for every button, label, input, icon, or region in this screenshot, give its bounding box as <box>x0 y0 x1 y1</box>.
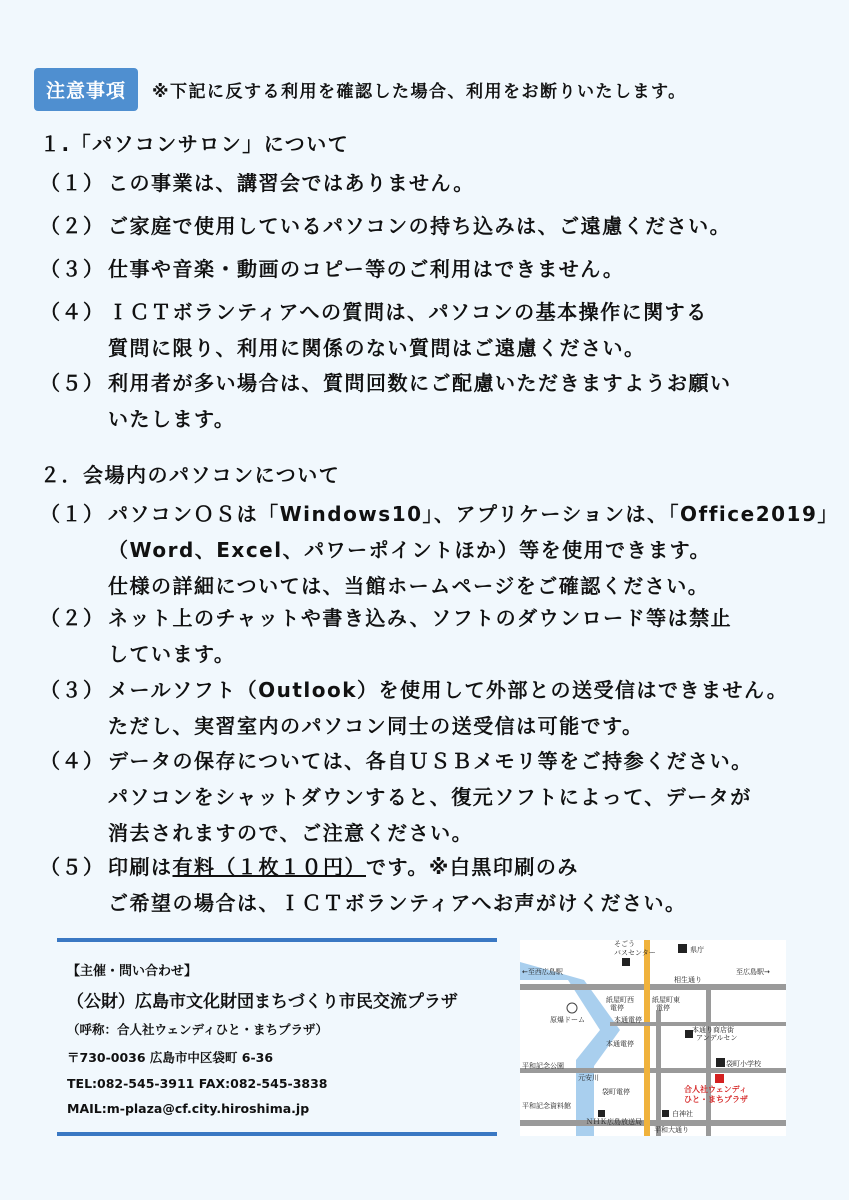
nhk-building <box>598 1110 605 1117</box>
map-label-bus-center: バスセンター <box>614 949 656 957</box>
contact-mail: MAIL:m-plaza@cf.city.hiroshima.jp <box>67 1101 310 1116</box>
s2-item-5: （５） 印刷は有料（１枚１０円）です。※白黒印刷のみ ご希望の場合は、ＩＣＴボランティアへお声がけください。 <box>40 855 687 915</box>
map-label-station-east: 電停 <box>656 1004 670 1012</box>
map-label-kamiyacho-east: 紙屋町東 <box>652 996 680 1004</box>
heiwa-odori-road <box>520 1120 786 1126</box>
s1-item-2: （２） ご家庭で使用しているパソコンの持ち込みは、ご遠慮ください。 <box>40 214 732 238</box>
map-label-motoyasu: 元安川 <box>578 1074 599 1082</box>
contact-box <box>57 938 497 1136</box>
access-map <box>520 940 786 1136</box>
s1-item-4: （４） ＩＣＴボランティアへの質問は、パソコンの基本操作に関する 質問に限り、利用に関係のない質問はご遠慮ください。 <box>40 300 708 360</box>
section1-title: １.「パソコンサロン」について <box>40 132 350 156</box>
rijo-street <box>656 1010 661 1136</box>
plaza-marker <box>715 1074 724 1083</box>
map-label-nhk: ＮＨＫ広島放送局 <box>586 1118 642 1126</box>
notice-note: ※下記に反する利用を確認した場合、利用をお断りいたします。 <box>152 82 687 102</box>
shirakami-building <box>662 1110 669 1117</box>
dome-marker <box>567 1003 577 1013</box>
contact-label: 【主催・問い合わせ】 <box>67 964 198 979</box>
map-label-to-nishi: ←至西広島駅 <box>522 968 563 976</box>
map-label-school: 袋町小学校 <box>726 1060 761 1068</box>
sogo-building <box>622 958 630 966</box>
school-building <box>716 1058 725 1067</box>
map-svg <box>520 940 786 1136</box>
s2-item-2: （２） ネット上のチャットや書き込み、ソフトのダウンロード等は禁止 しています。 <box>40 606 733 666</box>
map-label-andersen: アンデルセン <box>696 1034 738 1042</box>
map-label-sogo: そごう <box>614 940 635 948</box>
contact-address: 〒730-0036 広島市中区袋町 6-36 <box>67 1050 274 1065</box>
map-label-plaza1: 合人社ウェンディ <box>684 1085 748 1094</box>
map-label-peace-park: 平和記念公園 <box>522 1062 564 1070</box>
map-label-aioi: 相生通り <box>674 976 702 984</box>
price-note: 有料（１枚１０円） <box>172 855 366 879</box>
aioi-street <box>520 984 786 990</box>
tram-line <box>644 940 650 1136</box>
s1-item-3: （３） 仕事や音楽・動画のコピー等のご利用はできません。 <box>40 257 625 281</box>
side-street <box>706 990 711 1136</box>
map-label-shirakami: 白神社 <box>672 1110 693 1118</box>
contact-org: （公財）広島市文化財団まちづくり市民交流プラザ <box>67 992 458 1012</box>
s2-item-3: （３） メールソフト（Outlook）を使用して外部との送受信はできません。 ただし、実習室内のパソコン同士の送受信は可能です。 <box>40 678 789 738</box>
map-label-shotengai: 本通り商店街 <box>692 1026 734 1034</box>
notice-badge: 注意事項 <box>34 68 138 111</box>
map-label-museum: 平和記念資料館 <box>522 1102 571 1110</box>
contact-nickname: （呼称：合人社ウェンディひと・まちプラザ） <box>67 1022 329 1037</box>
map-label-fukuromachi-stop: 袋町電停 <box>602 1088 630 1096</box>
section2-title: ２．会場内のパソコンについて <box>40 463 341 487</box>
kencho-building <box>678 944 687 953</box>
map-label-dome: 原爆ドーム <box>550 1016 585 1024</box>
map-label-plaza2: ひと・まちプラザ <box>684 1095 748 1104</box>
notice-header <box>34 68 687 111</box>
s2-item-1: （１） パソコンＯＳは「Windows10」、アプリケーションは、「Office2019」 （Word、Excel、パワーポイントほか）等を使用できます。 仕様の詳細については、当館ホームページをご確認ください。 <box>40 502 839 598</box>
map-label-heiwa-odori: 平和大通り <box>654 1126 689 1134</box>
s1-item-1: （１） この事業は、講習会ではありません。 <box>40 171 475 195</box>
map-label-hondori-stop: 本通電停 <box>614 1016 642 1024</box>
map-label-to-hiroshima: 至広島駅→ <box>736 968 770 976</box>
map-label-kamiyacho-west: 紙屋町西 <box>606 996 634 1004</box>
map-label-kencho: 県庁 <box>690 946 704 954</box>
map-label-hondori-stop2: 本通電停 <box>606 1040 634 1048</box>
map-label-station-west: 電停 <box>610 1004 624 1012</box>
contact-tel: TEL:082-545-3911 FAX:082-545-3838 <box>67 1076 328 1091</box>
s1-item-5: （５） 利用者が多い場合は、質問回数にご配慮いただきますようお願い いたします。 <box>40 371 732 431</box>
s2-item-4: （４） データの保存については、各自ＵＳＢメモリ等をご持参ください。 パソコンをシャットダウンすると、復元ソフトによって、データが 消去されますので、ご注意ください。 <box>40 749 753 845</box>
